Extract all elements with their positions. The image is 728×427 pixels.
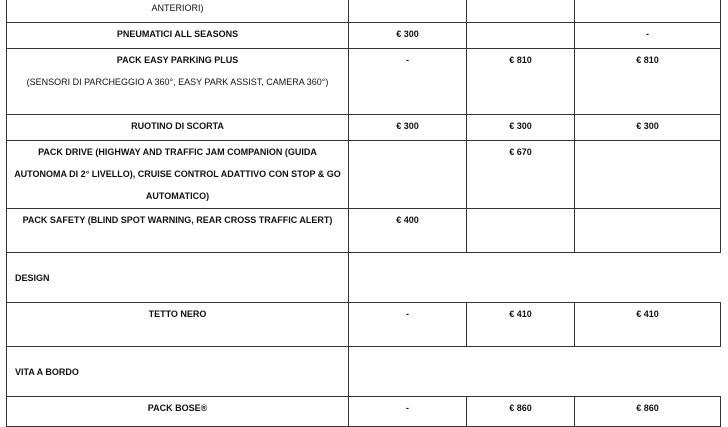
section-heading-design: DESIGN [7, 253, 349, 303]
row-sublabel: (SENSORI DI PARCHEGGIO A 360°, EASY PARK ASSIST, CAMERA 360°) [26, 77, 329, 87]
row-label: PACK SAFETY (BLIND SPOT WARNING, REAR CROSS TRAFFIC ALERT) [7, 209, 349, 253]
price-cell: € 300 [349, 115, 467, 141]
row-label: ANTERIORI) [7, 0, 349, 23]
price-cell: € 860 [467, 397, 575, 427]
price-cell [575, 209, 721, 253]
table-row [7, 209, 721, 253]
table-row [7, 49, 721, 115]
row-label: PACK DRIVE (HIGHWAY AND TRAFFIC JAM COMPANION (GUIDA AUTONOMA DI 2° LIVELLO), CRUISE CONTROL ADATTIVO CON STOP & GO AUTOMATICO) [7, 141, 349, 209]
table-row [7, 397, 721, 427]
table-row [7, 115, 721, 141]
price-cell: - [349, 49, 467, 115]
price-table [6, 0, 721, 427]
price-cell: € 810 [467, 49, 575, 115]
row-label-cell [7, 49, 349, 115]
table-row [7, 303, 721, 347]
section-heading-vita-a-bordo: VITA A BORDO [7, 347, 349, 397]
row-label: RUOTINO DI SCORTA [7, 115, 349, 141]
price-cell [349, 141, 467, 209]
price-cell: € 410 [467, 303, 575, 347]
row-label: TETTO NERO [7, 303, 349, 347]
row-label: PACK BOSE® [7, 397, 349, 427]
table-row [7, 0, 721, 23]
section-row [7, 347, 721, 397]
price-cell: - [575, 23, 721, 49]
price-cell: € 810 [575, 49, 721, 115]
price-cell [575, 141, 721, 209]
price-cell: € 300 [349, 23, 467, 49]
row-label: PNEUMATICI ALL SEASONS [7, 23, 349, 49]
price-cell: € 300 [467, 115, 575, 141]
section-empty-cell [349, 253, 721, 303]
price-cell [349, 0, 467, 23]
price-cell [575, 0, 721, 23]
price-cell: - [349, 397, 467, 427]
section-row [7, 253, 721, 303]
price-cell [467, 0, 575, 23]
price-cell: - [349, 303, 467, 347]
row-label: PACK EASY PARKING PLUS [116, 55, 239, 65]
price-cell: € 860 [575, 397, 721, 427]
price-cell [467, 209, 575, 253]
price-cell: € 670 [467, 141, 575, 209]
price-cell: € 400 [349, 209, 467, 253]
table-row [7, 141, 721, 209]
price-cell: € 410 [575, 303, 721, 347]
table-row [7, 23, 721, 49]
section-empty-cell [349, 347, 721, 397]
price-cell: € 300 [575, 115, 721, 141]
price-cell [467, 23, 575, 49]
